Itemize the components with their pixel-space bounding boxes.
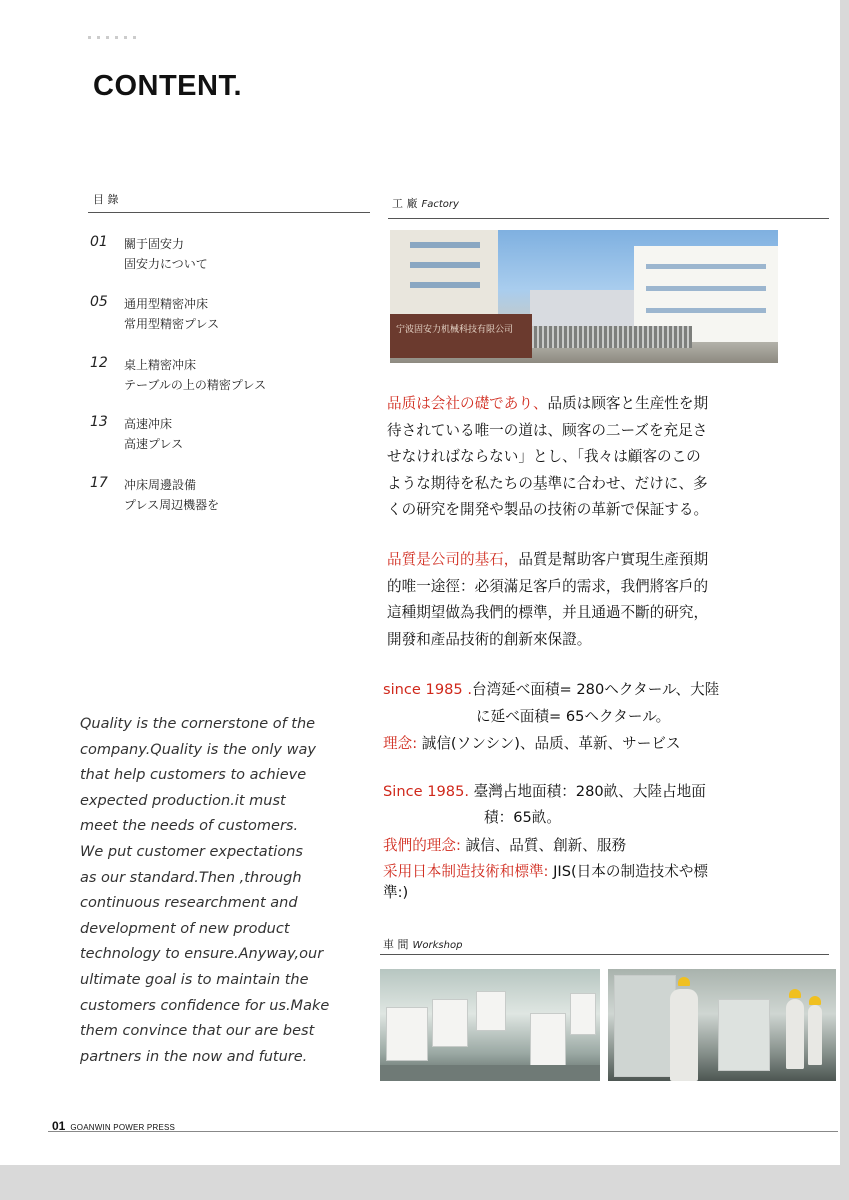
english-line: them convince that our are best: [80, 1023, 315, 1040]
english-line: Quality is the cornerstone of the: [80, 716, 316, 732]
factory-sign-text: 宁波固安力机械科技有限公司: [396, 325, 514, 335]
toc-title-jp: プレス周辺機器を: [124, 498, 220, 512]
footer-page-number: 01: [52, 1119, 66, 1133]
toc-rule: [88, 212, 370, 213]
jp-line: せなければならない」とし、「我々は顧客のこの: [387, 448, 701, 465]
factory-heading: [392, 195, 459, 211]
english-line: that help customers to achieve: [80, 767, 307, 784]
jp-line: 待されている唯一の道は、顾客の二ーズを充足さ: [387, 421, 708, 439]
area-text-jp: 台湾延べ面積= 280ヘクタール、大陸: [471, 681, 720, 698]
jp-line: ような期待を私たちの基準に合わせ、だけに、多: [387, 474, 708, 492]
english-line: development of new product: [80, 920, 290, 937]
zh-lead-highlight: 品質是公司的基石，: [387, 551, 519, 568]
toc-title-zh: 高速冲床: [124, 417, 173, 431]
footer: [52, 1119, 175, 1133]
zh-line: 品質是幫助客户實現生產預期: [518, 551, 709, 568]
workshop-heading-zh: 車 間: [383, 938, 409, 951]
toc-page-number: 05: [90, 294, 108, 310]
facts-zh-idea: [383, 834, 626, 855]
toc-title-jp: 固安力について: [124, 257, 208, 271]
factory-rule: [388, 218, 829, 219]
english-line: partners in the now and future.: [80, 1048, 308, 1065]
english-line: customers confidence for us.Make: [80, 997, 330, 1014]
english-line: expected production.it must: [80, 792, 286, 809]
toc-title-zh: 冲床周邊設備: [124, 478, 197, 492]
workshop-rule: [380, 954, 829, 955]
zh-line: 的唯一途徑：必須滿足客戶的需求，我們將客戶的: [387, 577, 709, 595]
zh-line: 開發和產品技術的創新來保證。: [387, 630, 592, 648]
page-title: CONTENT.: [93, 70, 242, 102]
toc-title-jp: 常用型精密プレス: [124, 317, 220, 331]
since-label-jp: since 1985 .: [383, 681, 472, 698]
standard-text-zh-cont: 準:): [383, 884, 409, 901]
facts-zh-standard: [383, 860, 708, 881]
english-line: company.Quality is the only way: [80, 741, 316, 758]
area-text-jp-cont: に延べ面積= 65ヘクタール。: [476, 708, 671, 725]
toc-heading: 目 錄: [93, 193, 119, 206]
factory-heading-en: Factory: [421, 199, 459, 210]
toc-title-zh: 關于固安力: [124, 237, 185, 251]
footer-brand: GOANWIN POWER PRESS: [70, 1123, 176, 1132]
idea-text-zh: 誠信、品質、創新、服務: [460, 837, 627, 854]
factory-photo: [390, 230, 778, 363]
english-line: ultimate goal is to maintain the: [80, 971, 309, 988]
facts-jp-area: [383, 678, 719, 699]
standard-label-zh: 采用日本制造技術和標準:: [383, 863, 549, 880]
english-line: We put customer expectations: [80, 843, 303, 860]
workshop-photo-machines: [380, 969, 600, 1081]
factory-sign: [390, 314, 532, 358]
scan-speck: [88, 36, 140, 39]
english-paragraph: [80, 712, 348, 1070]
jp-line: 品质は顾客と生産性を期: [547, 395, 709, 412]
workshop-heading: [383, 936, 462, 952]
toc-title-zh: 桌上精密冲床: [124, 358, 197, 372]
workshop-photo-workers: [608, 969, 836, 1081]
english-line: technology to ensure.Anyway,our: [80, 946, 324, 963]
english-line: continuous researchment and: [80, 895, 298, 912]
toc-title-jp: テーブルの上の精密プレス: [124, 378, 267, 392]
zh-line: 這種期望做為我們的標準，并且通過不斷的研究，: [387, 604, 709, 621]
toc-page-number: 12: [90, 355, 108, 371]
since-label-zh: Since 1985.: [383, 783, 469, 800]
idea-label-zh: 我們的理念:: [383, 837, 461, 854]
english-line: as our standard.Then ,through: [80, 869, 302, 886]
toc-page-number: 17: [90, 475, 108, 491]
area-text-zh: 臺灣占地面積：280畝、大陸占地面: [469, 783, 706, 800]
chinese-paragraph: [387, 547, 787, 653]
area-text-zh-cont: 積：65畝。: [484, 809, 561, 826]
toc-page-number: 13: [90, 414, 108, 430]
facts-zh-area: [383, 780, 706, 801]
factory-heading-zh: 工 廠: [392, 197, 418, 210]
toc-title-zh: 通用型精密冲床: [124, 297, 209, 311]
workshop-heading-en: Workshop: [412, 940, 463, 951]
toc-page-number: 01: [90, 234, 108, 250]
facts-jp-idea: [383, 732, 681, 753]
toc-title-jp: 高速プレス: [124, 437, 184, 451]
idea-text-jp: 誠信(ソンシン)、品质、革新、サービス: [417, 735, 681, 752]
jp-lead-highlight: 品质は会社の礎であり、: [387, 395, 548, 412]
japanese-paragraph: [387, 391, 787, 524]
jp-line: くの研究を開発や製品の技術の革新で保証する。: [387, 501, 709, 518]
standard-text-zh: JIS(日本の制造技术や標: [548, 863, 709, 880]
english-line: meet the needs of customers.: [80, 818, 299, 835]
idea-label-jp: 理念:: [383, 735, 418, 752]
